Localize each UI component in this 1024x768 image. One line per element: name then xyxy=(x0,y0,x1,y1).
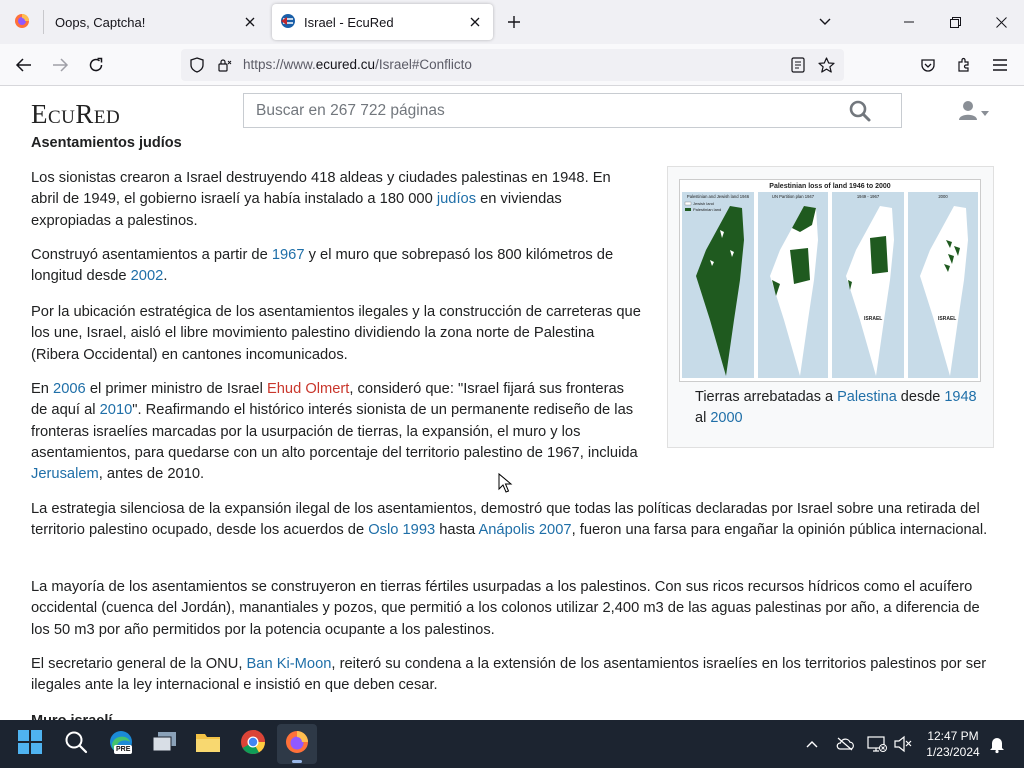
svg-text:Palestinian and Jewish land 19: Palestinian and Jewish land 1946 xyxy=(686,194,750,199)
clock[interactable] xyxy=(918,728,988,760)
url-host: ecured.cu xyxy=(315,57,376,72)
shield-icon[interactable] xyxy=(187,55,207,75)
tab-captcha[interactable] xyxy=(44,0,268,44)
network-icon[interactable] xyxy=(865,732,889,756)
link-jerusalem[interactable]: Jerusalem xyxy=(31,466,99,483)
map-title: Palestinian loss of land 1946 to 2000 xyxy=(769,183,891,190)
search-icon xyxy=(64,730,88,759)
start-button[interactable] xyxy=(10,724,50,764)
task-view-icon xyxy=(152,731,178,758)
task-view-button[interactable] xyxy=(145,724,185,764)
lock-icon[interactable] xyxy=(214,55,234,75)
clock-date: 1/23/2024 xyxy=(926,745,980,759)
link-judios[interactable]: judíos xyxy=(436,191,477,208)
tab-title: Israel - EcuRed xyxy=(304,14,394,30)
paragraph-3: Por la ubicación estratégica de los asentamientos ilegales y la construcción de carreteras que los une, Israel, aisló el libre movimiento palestino dividiendo la zona norte de Palestina (Ribera Occidental) en cantones incomunicados. xyxy=(31,304,641,363)
new-tab-button[interactable] xyxy=(503,11,525,33)
paragraph-6: La mayoría de los asentamientos se construyeron en tierras fértiles usurpadas a los palestinos. Con sus ricos recursos hídricos como el acuífero occidental (cuenca del Jordán), manantiales y pozos, que permitió a los colonos utilizar 2,400 m3 de las aguas palestinas por año, a diferencia de los 50 m3 por año permitidos por la potencia ocupante a los palestinos. xyxy=(31,579,980,638)
minimize-button[interactable] xyxy=(886,0,932,44)
folder-icon xyxy=(195,731,221,758)
link-1948[interactable]: 1948 xyxy=(944,389,977,405)
url-prefix: https://www. xyxy=(243,57,316,72)
chrome-icon xyxy=(240,729,266,760)
back-button[interactable] xyxy=(10,51,38,79)
link-ban-ki-moon[interactable]: Ban Ki-Moon xyxy=(246,656,332,672)
close-icon[interactable] xyxy=(467,14,483,30)
link-2000[interactable]: 2000 xyxy=(710,409,743,426)
svg-text:Jewish land: Jewish land xyxy=(693,201,714,206)
chrome-button[interactable] xyxy=(233,724,273,764)
hamburger-menu-icon[interactable] xyxy=(986,51,1014,79)
paragraph-2: Construyó asentamientos a partir de 1967 y el muro que sobrepasó los 800 kilómetros de longitud desde 2002. xyxy=(31,247,614,285)
file-explorer-button[interactable] xyxy=(188,724,228,764)
user-icon xyxy=(957,99,979,126)
restore-button[interactable] xyxy=(932,0,978,44)
onedrive-cloud-icon[interactable] xyxy=(833,732,857,756)
reader-view-icon[interactable] xyxy=(788,55,808,75)
reload-button[interactable] xyxy=(82,51,110,79)
firefox-icon xyxy=(14,13,30,32)
section-heading: Asentamientos judíos xyxy=(31,135,182,151)
tab-strip xyxy=(0,0,1024,44)
navigation-toolbar xyxy=(0,44,1024,86)
svg-text:ISRAEL: ISRAEL xyxy=(864,316,883,322)
close-window-button[interactable] xyxy=(978,0,1024,44)
taskbar xyxy=(0,720,1024,768)
map-image[interactable] xyxy=(679,179,981,382)
svg-text:ISRAEL: ISRAEL xyxy=(938,316,957,322)
extensions-icon[interactable] xyxy=(950,51,978,79)
url-text[interactable] xyxy=(243,57,472,72)
bookmark-star-icon[interactable] xyxy=(816,55,836,75)
firefox-icon xyxy=(284,729,310,760)
link-anapolis-2007[interactable]: Anápolis 2007 xyxy=(478,522,572,539)
svg-text:1949 - 1967: 1949 - 1967 xyxy=(856,194,880,199)
map-panel-2000 xyxy=(908,192,978,378)
pocket-icon[interactable] xyxy=(914,51,942,79)
user-menu[interactable] xyxy=(957,99,991,125)
edge-icon xyxy=(108,729,134,760)
windows-icon xyxy=(17,729,43,760)
svg-text:Palestinian land: Palestinian land xyxy=(693,207,722,212)
ecured-favicon-icon xyxy=(280,13,296,32)
url-path: /Israel#Conflicto xyxy=(375,57,472,72)
link-ehud-olmert[interactable]: Ehud Olmert xyxy=(266,381,350,397)
article-content xyxy=(0,137,1024,720)
svg-text:UN Partition plan 1947: UN Partition plan 1947 xyxy=(771,194,815,199)
edge-badge: PRE xyxy=(116,745,131,753)
url-bar[interactable] xyxy=(181,49,844,81)
search-input[interactable] xyxy=(256,100,836,122)
map-panel-1949-1967 xyxy=(832,192,904,378)
link-palestina[interactable]: Palestina xyxy=(837,389,897,405)
site-header xyxy=(0,87,1024,137)
link-1967[interactable]: 1967 xyxy=(271,247,305,263)
link-oslo-1993[interactable]: Oslo 1993 xyxy=(368,522,436,539)
figure-caption: Tierras arrebatadas a Palestina desde 1948 al 2000 xyxy=(695,389,977,426)
paragraph-5: La estrategia silenciosa de la expansión ilegal de los asentamientos, demostró que todas las políticas declaradas por Israel sobre una retirada del territorio palestino ocupado, desde los acuerdos de Oslo 1993 hasta Anápolis 2007, fueron una farsa para engañar la opinión pública internacional. xyxy=(31,501,988,539)
search-button[interactable] xyxy=(56,724,96,764)
figure-thumbnail xyxy=(667,166,994,448)
tab-firefox-view[interactable] xyxy=(0,0,44,44)
map-panel-1947 xyxy=(758,192,828,378)
forward-button[interactable] xyxy=(46,51,74,79)
clock-time: 12:47 PM xyxy=(927,729,979,743)
close-icon[interactable] xyxy=(242,14,258,30)
ecured-logo[interactable]: ECURED xyxy=(31,99,121,129)
search-icon[interactable] xyxy=(849,100,871,122)
paragraph-1: Los sionistas crearon a Israel destruyendo 418 aldeas y ciudades palestinas en 1948. En abril de 1949, el gobierno israelí ya había instalado a 180 000 judíos en viviendas expropiadas a palestinos. xyxy=(31,170,611,229)
link-2010[interactable]: 2010 xyxy=(99,402,133,419)
chevron-down-icon xyxy=(981,103,989,121)
paragraph-4: En 2006 el primer ministro de Israel Ehud Olmert, consideró que: "Israel fijará sus fronteras de aquí al 2010". Reafirmando el histórico interés sionista de un permanente rediseño de las fronteras israelíes marcadas por la usurpación de tierras, la expansión, el muro y los asentamientos, para quedarse con un alto porcentaje del territorio palestino de 1967, incluida Jerusalem, antes de 2010. xyxy=(31,381,638,483)
tab-israel-ecured[interactable] xyxy=(272,4,493,40)
mouse-cursor-icon xyxy=(498,473,512,498)
map-panel-1946 xyxy=(682,192,754,378)
paragraph-7: El secretario general de la ONU, Ban Ki-Moon, reiteró su condena a la extensión de los asentamientos israelíes en los territorios palestinos por ser ilegales ante la ley internacional e insistió en que deben cesar. xyxy=(31,656,987,694)
list-all-tabs-button[interactable] xyxy=(813,11,837,33)
svg-text:2000: 2000 xyxy=(938,194,948,199)
link-2002[interactable]: 2002 xyxy=(130,268,164,285)
tab-title: Oops, Captcha! xyxy=(55,14,146,30)
link-2006[interactable]: 2006 xyxy=(53,381,86,397)
search-box xyxy=(243,93,902,128)
volume-muted-icon[interactable] xyxy=(891,732,915,756)
notifications-bell-icon[interactable] xyxy=(985,732,1009,756)
edge-beta-button[interactable] xyxy=(101,724,141,764)
firefox-taskbar-button[interactable] xyxy=(277,724,317,764)
show-hidden-icons-chevron-up-icon[interactable] xyxy=(800,732,824,756)
